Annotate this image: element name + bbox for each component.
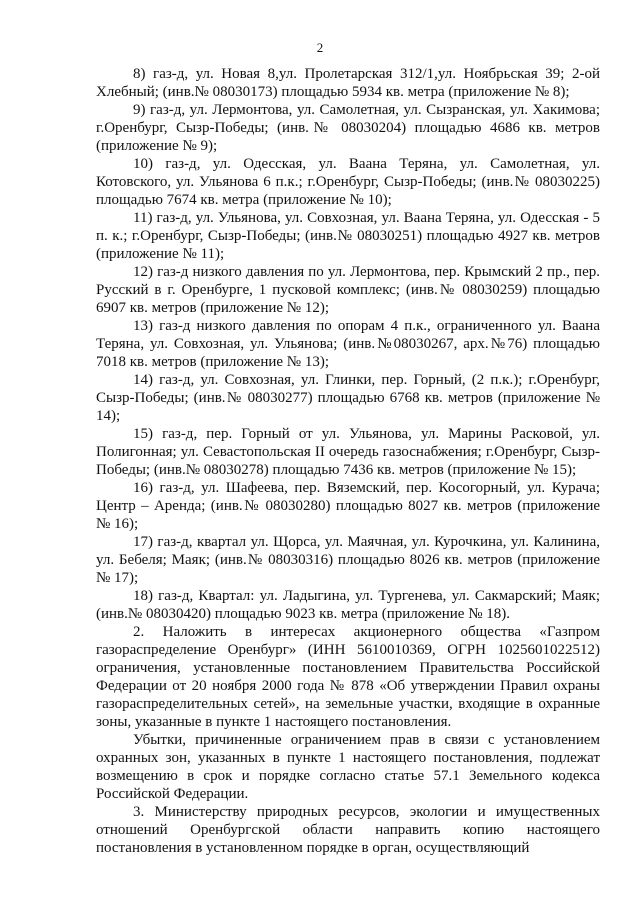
list-item-9: 9) газ-д, ул. Лермонтова, ул. Самолетная, ул. Сызранская, ул. Хакимова; г.Оренбург, Сызр-Победы; (инв.№ 08030204) площадью 4686 кв. метров (приложение № 9); <box>96 102 600 154</box>
list-item-8: 8) газ-д, ул. Новая 8,ул. Пролетарская 312/1,ул. Ноябрьская 39; 2-ой Хлебный; (инв.№ 08030173) площадью 5934 кв. метра (приложение № 8); <box>96 66 600 100</box>
list-item-16: 16) газ-д, ул. Шафеева, пер. Вяземский, пер. Косогорный, ул. Курача; Центр – Аренда; (инв.№ 08030280) площадью 8027 кв. метров (приложение № 16); <box>96 480 600 532</box>
section-2-paragraph: 2. Наложить в интересах акционерного общества «Газпром газораспределение Оренбург» (ИНН 5610010369, ОГРН 1025601022512) ограничения, установленные постановлением Правительства Российской Федерации от 20 ноября 2000 года № 878 «Об утверждении Правил охраны газораспределительных сетей», на земельные участки, входящие в охранные зоны, указанные в пункте 1 настоящего постановления. <box>96 624 600 730</box>
page-number: 2 <box>316 40 324 55</box>
section-3-paragraph: 3. Министерству природных ресурсов, экологии и имущественных отношений Оренбургской области направить копию настоящего постановления в установленном порядке в орган, осуществляющий <box>96 804 600 856</box>
list-item-13: 13) газ-д низкого давления по опорам 4 п.к., ограниченного ул. Ваана Теряна, ул. Совхозная, ул. Ульянова; (инв.№08030267, арх.№76) площадью 7018 кв. метров (приложение № 13); <box>96 318 600 370</box>
list-item-11: 11) газ-д, ул. Ульянова, ул. Совхозная, ул. Ваана Теряна, ул. Одесская - 5 п. к.; г.Оренбург, Сызр-Победы; (инв.№ 08030251) площадью 4927 кв. метров (приложение № 11); <box>96 210 600 262</box>
damages-paragraph: Убытки, причиненные ограничением прав в связи с установлением охранных зон, указанных в пункте 1 настоящего постановления, подлежат возмещению в срок и порядке согласно статье 57.1 Земельного кодекса Российской Федерации. <box>96 732 600 802</box>
list-item-18: 18) газ-д, Квартал: ул. Ладыгина, ул. Тургенева, ул. Сакмарский; Маяк; (инв.№ 08030420) площадью 9023 кв. метра (приложение № 18). <box>96 588 600 622</box>
list-item-15: 15) газ-д, пер. Горный от ул. Ульянова, ул. Марины Расковой, ул. Полигонная; ул. Севастопольская II очередь газоснабжения; г.Оренбург, Сызр-Победы; (инв.№ 08030278) площадью 7436 кв. метров (приложение № 15); <box>96 426 600 478</box>
list-item-17: 17) газ-д, квартал ул. Щорса, ул. Маячная, ул. Курочкина, ул. Калинина, ул. Бебеля; Маяк; (инв.№ 08030316) площадью 8026 кв. метров (приложение № 17); <box>96 534 600 586</box>
document-body <box>96 65 600 857</box>
list-item-14: 14) газ-д, ул. Совхозная, ул. Глинки, пер. Горный, (2 п.к.); г.Оренбург, Сызр-Победы; (инв.№ 08030277) площадью 6768 кв. метров (приложение № 14); <box>96 372 600 424</box>
list-item-12: 12) газ-д низкого давления по ул. Лермонтова, пер. Крымский 2 пр., пер. Русский в г. Оренбурге, 1 пусковой комплекс; (инв.№ 08030259) площадью 6907 кв. метров (приложение № 12); <box>96 264 600 316</box>
list-item-10: 10) газ-д, ул. Одесская, ул. Ваана Теряна, ул. Самолетная, ул. Котовского, ул. Ульянова 6 п.к.; г.Оренбург, Сызр-Победы; (инв.№ 08030225) площадью 7674 кв. метра (приложение № 10); <box>96 156 600 208</box>
